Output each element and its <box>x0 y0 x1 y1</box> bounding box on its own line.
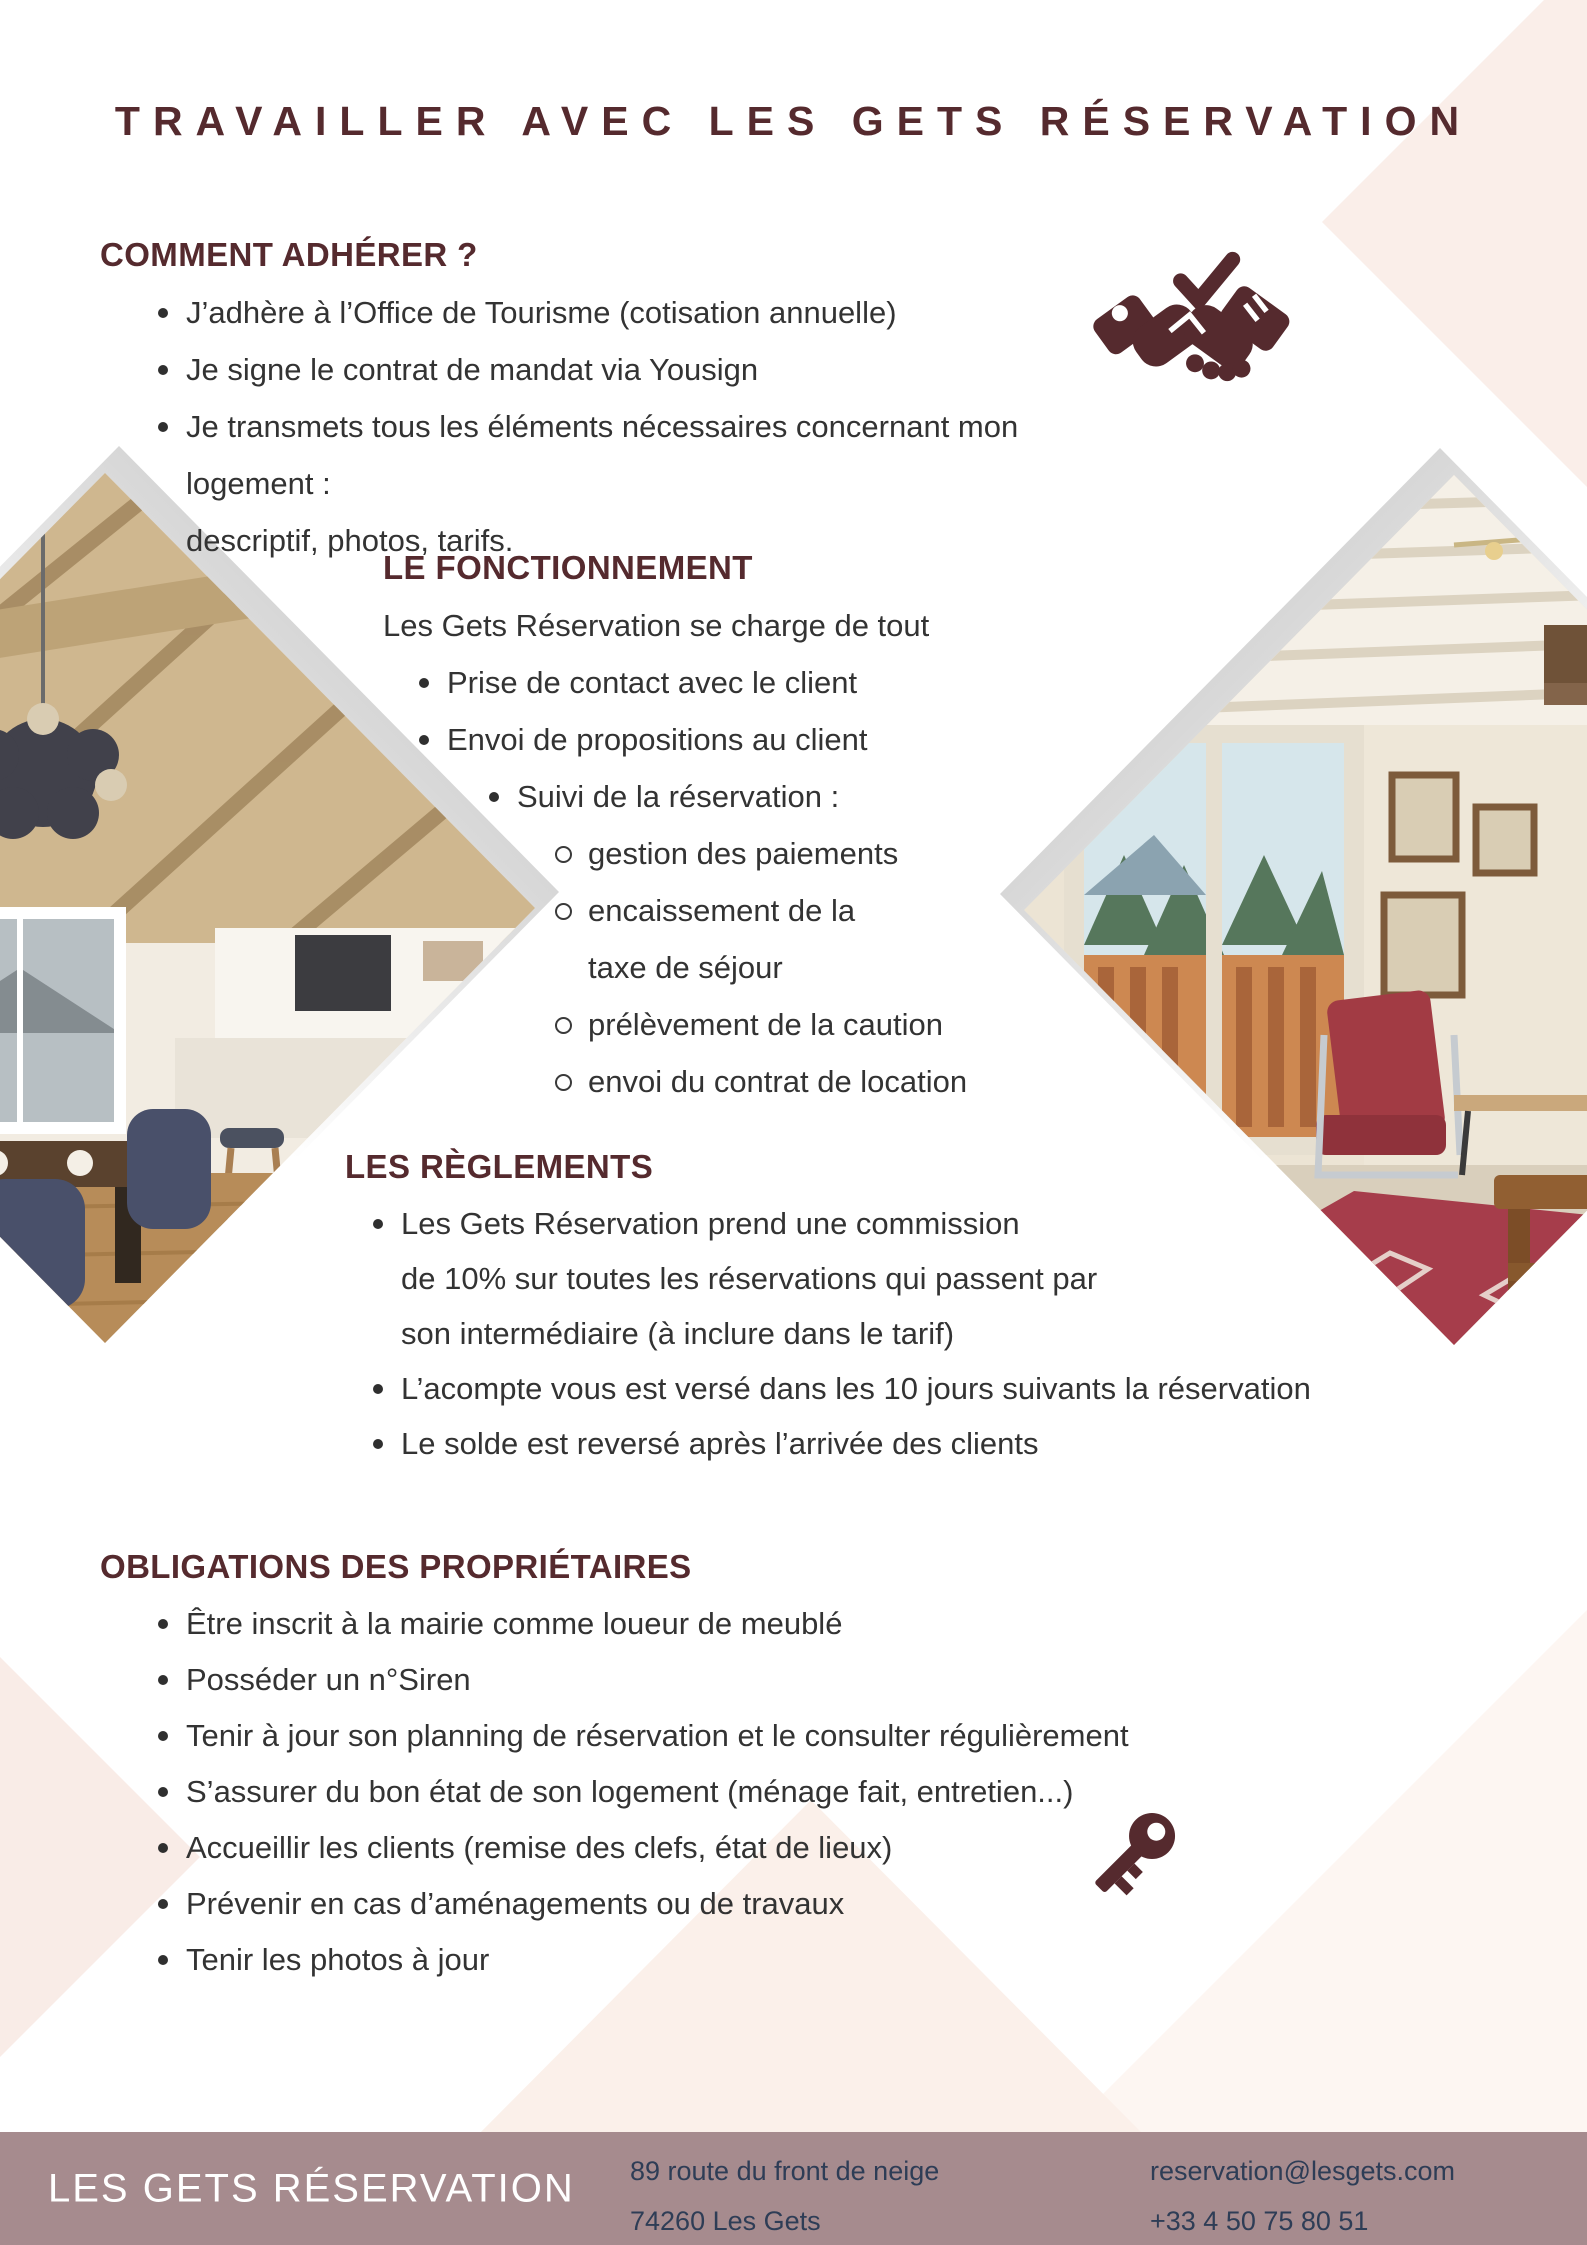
section-heading-reglements: LES RÈGLEMENTS <box>345 1148 654 1185</box>
list-item-text: encaissement de la <box>588 893 856 928</box>
section-obligations <box>100 1548 1520 1988</box>
bullet-dot <box>373 1219 383 1229</box>
fonctionnement-intro: Les Gets Réservation se charge de tout <box>383 608 930 643</box>
section-heading-fonctionnement: LE FONCTIONNEMENT <box>383 549 753 586</box>
list-item-text: S’assurer du bon état de son logement (ménage fait, entretien...) <box>186 1774 1074 1809</box>
list-item-text: prélèvement de la caution <box>588 1007 944 1042</box>
list-item-text: de 10% sur toutes les réservations qui passent par <box>401 1261 1098 1296</box>
list-item-text: Prise de contact avec le client <box>447 665 858 700</box>
footer-brand: LES GETS RÉSERVATION <box>48 2166 575 2210</box>
bullet-dot <box>373 1384 383 1394</box>
bullet-dot <box>158 365 168 375</box>
handshake-check-icon <box>1085 238 1305 408</box>
list-item-text: Envoi de propositions au client <box>447 722 868 757</box>
bullet-dot <box>158 1675 168 1685</box>
footer <box>0 2132 1587 2245</box>
list-item-text: Posséder un n°Siren <box>186 1662 471 1697</box>
list-item-text: gestion des paiements <box>588 836 899 871</box>
list-item <box>158 1764 1520 1820</box>
section-reglements <box>345 1148 1565 1471</box>
list-item <box>373 1416 1565 1471</box>
footer-email[interactable]: reservation@lesgets.com <box>1150 2156 1456 2186</box>
bullet-dot <box>373 1439 383 1449</box>
section-fonctionnement <box>383 549 1143 1110</box>
sub-list-item <box>555 996 1143 1053</box>
reglements-list <box>373 1196 1565 1471</box>
bullet-dot <box>158 1619 168 1629</box>
list-item-text: envoi du contrat de location <box>588 1064 968 1099</box>
list-item <box>158 341 1100 398</box>
suivi-sublist <box>555 825 1143 1110</box>
list-item-text: Je transmets tous les éléments nécessaires concernant mon logement : <box>186 409 1019 501</box>
list-item-text: Accueillir les clients (remise des clefs, état de lieux) <box>186 1830 893 1865</box>
bullet-dot <box>158 1955 168 1965</box>
bullet-dot <box>158 1843 168 1853</box>
list-item-text: Tenir à jour son planning de réservation et le consulter régulièrement <box>186 1718 1129 1753</box>
footer-phone[interactable]: +33 4 50 75 80 51 <box>1150 2206 1369 2236</box>
list-item-text: taxe de séjour <box>588 950 783 985</box>
bullet-dot <box>158 1731 168 1741</box>
bullet-dot <box>158 1899 168 1909</box>
list-item <box>158 1596 1520 1652</box>
fonctionnement-list <box>419 654 1143 768</box>
section-adherer <box>100 236 1100 569</box>
bullet-dot <box>158 308 168 318</box>
list-item-text: Prévenir en cas d’aménagements ou de travaux <box>186 1886 845 1921</box>
list-item-text: L’acompte vous est versé dans les 10 jours suivants la réservation <box>401 1371 1311 1406</box>
section-heading-obligations: OBLIGATIONS DES PROPRIÉTAIRES <box>100 1548 692 1585</box>
adherer-list <box>158 284 1100 569</box>
key-icon <box>1068 1800 1188 1920</box>
list-item-text: descriptif, photos, tarifs. <box>186 523 514 558</box>
list-item-text: Être inscrit à la mairie comme loueur de meublé <box>186 1606 843 1641</box>
circle-bullet <box>555 1017 572 1034</box>
bullet-dot <box>419 678 429 688</box>
obligations-list <box>158 1596 1520 1988</box>
footer-contact <box>1150 2146 1455 2245</box>
bullet-dot <box>419 735 429 745</box>
section-heading-adherer: COMMENT ADHÉRER ? <box>100 236 478 273</box>
key-icon-image <box>1068 1800 1188 1920</box>
list-item <box>373 1361 1565 1416</box>
list-item-text: Le solde est reversé après l’arrivée des clients <box>401 1426 1039 1461</box>
list-item <box>158 1708 1520 1764</box>
list-item <box>158 1876 1520 1932</box>
handshake-check-icon-image <box>1085 238 1305 408</box>
circle-bullet <box>555 903 572 920</box>
footer-address-line2: 74260 Les Gets <box>630 2206 821 2236</box>
list-item-text: Les Gets Réservation prend une commission <box>401 1206 1020 1241</box>
list-item-suivi <box>489 768 1143 825</box>
bullet-dot <box>158 422 168 432</box>
list-item <box>158 1652 1520 1708</box>
circle-bullet <box>555 846 572 863</box>
list-item-text: Suivi de la réservation : <box>517 779 840 814</box>
list-item-text: J’adhère à l’Office de Tourisme (cotisation annuelle) <box>186 295 897 330</box>
circle-bullet <box>555 1074 572 1091</box>
bullet-dot <box>489 792 499 802</box>
list-item <box>158 398 1100 569</box>
bullet-dot <box>158 1787 168 1797</box>
list-item-text: Tenir les photos à jour <box>186 1942 490 1977</box>
list-item <box>419 654 1143 711</box>
list-item <box>158 1820 1520 1876</box>
list-item-text: son intermédiaire (à inclure dans le tarif) <box>401 1316 955 1351</box>
list-item-text: Je signe le contrat de mandat via Yousign <box>186 352 759 387</box>
footer-address <box>630 2146 939 2245</box>
page-title: TRAVAILLER AVEC LES GETS RÉSERVATION <box>114 98 1473 144</box>
list-item <box>373 1196 1565 1361</box>
sub-list-item <box>555 882 1143 996</box>
sub-list-item <box>555 1053 1143 1110</box>
footer-address-line1: 89 route du front de neige <box>630 2156 940 2186</box>
sub-list-item <box>555 825 1143 882</box>
list-item <box>158 284 1100 341</box>
list-item <box>158 1932 1520 1988</box>
list-item <box>419 711 1143 768</box>
